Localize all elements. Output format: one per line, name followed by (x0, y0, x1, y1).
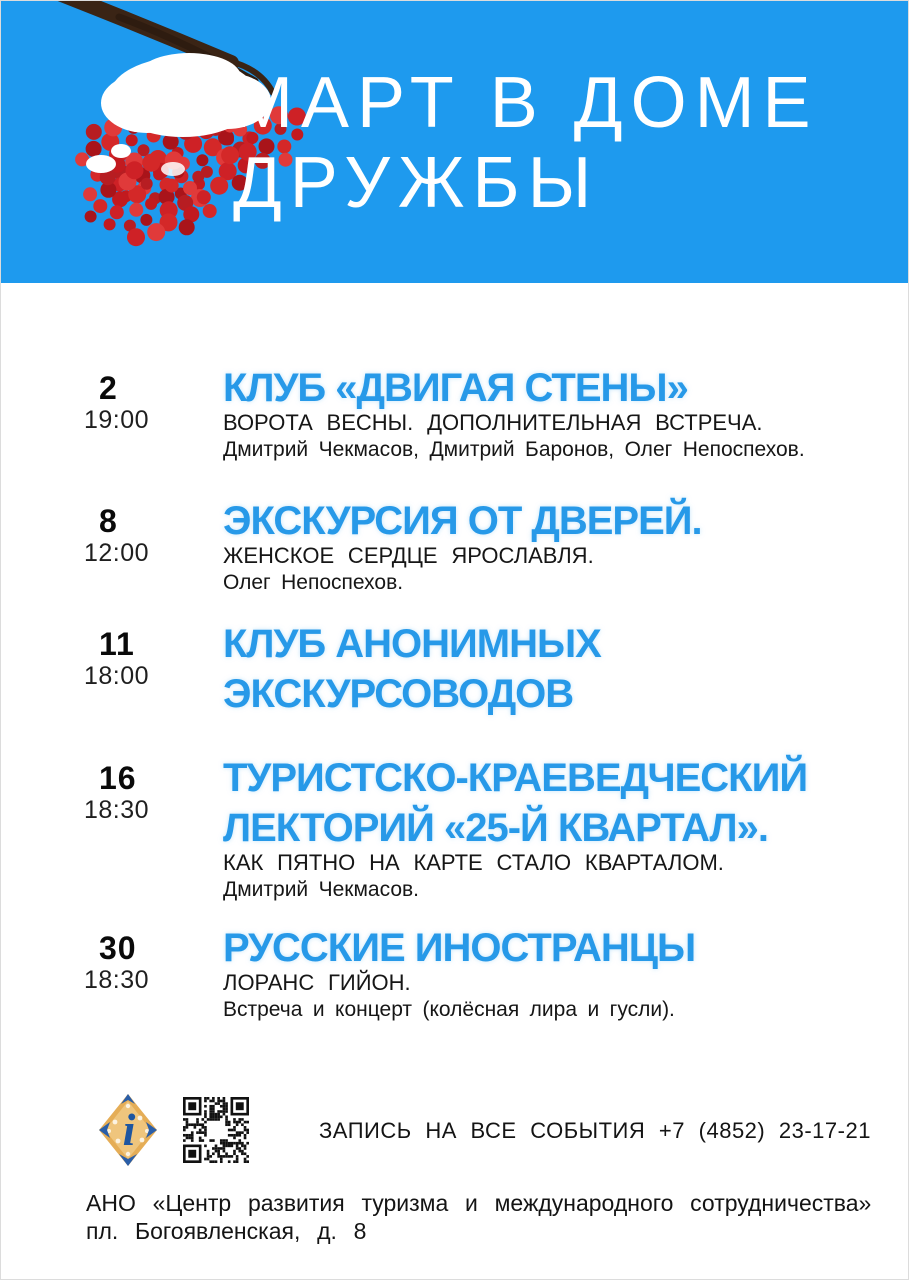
event-details (223, 619, 873, 715)
event-details (223, 363, 873, 463)
event-people: Дмитрий Чекмасов, Дмитрий Баронов, Олег Непоспехов. (223, 438, 805, 461)
poster-title (233, 63, 819, 223)
event-date: 11 (99, 626, 135, 662)
event-title: КЛУБ «ДВИГАЯ СТЕНЫ» (223, 366, 688, 410)
event-date: 2 (99, 370, 118, 406)
event-time: 18:30 (84, 966, 150, 994)
event-people: Дмитрий Чекмасов. (223, 878, 419, 901)
event-time: 18:00 (84, 662, 150, 690)
event-date: 30 (99, 930, 137, 966)
event-datetime (84, 619, 214, 690)
event-date: 16 (99, 760, 137, 796)
event-time: 18:30 (84, 796, 150, 824)
event-time: 12:00 (84, 539, 150, 567)
event-people: Встреча и концерт (колёсная лира и гусли). (223, 998, 675, 1021)
event-title: РУССКИЕ ИНОСТРАНЦЫ (223, 926, 696, 970)
event-datetime (84, 753, 214, 824)
event-title: КЛУБ АНОНИМНЫХ ЭКСКУРСОВОДОВ (223, 622, 601, 716)
event-datetime (84, 496, 214, 567)
event-title: ТУРИСТСКО-КРАЕВЕДЧЕСКИЙ ЛЕКТОРИЙ «25-Й КВАРТАЛ». (223, 756, 808, 850)
event-subtitle: ЖЕНСКОЕ СЕРДЦЕ ЯРОСЛАВЛЯ. (223, 543, 594, 568)
event-datetime (84, 923, 214, 994)
event-date: 8 (99, 503, 118, 539)
qr-code (183, 1097, 249, 1163)
logo-letter-i: i (122, 1104, 136, 1155)
event-details (223, 753, 873, 903)
event-subtitle: ВОРОТА ВЕСНЫ. ДОПОЛНИТЕЛЬНАЯ ВСТРЕЧА. (223, 410, 763, 435)
event-time: 19:00 (84, 406, 150, 434)
event-details (223, 923, 873, 1023)
header-banner (1, 1, 909, 283)
event-subtitle: КАК ПЯТНО НА КАРТЕ СТАЛО КВАРТАЛОМ. (223, 850, 724, 875)
event-datetime (84, 363, 214, 434)
event-people: Олег Непоспехов. (223, 571, 404, 594)
event-details (223, 496, 873, 596)
organization-name: АНО «Центр развития туризма и международного сотрудничества» (86, 1190, 872, 1216)
booking-phone-line: ЗАПИСЬ НА ВСЕ СОБЫТИЯ +7 (4852) 23-17-21 (319, 1118, 871, 1143)
tourist-info-logo (95, 1091, 161, 1169)
event-title: ЭКСКУРСИЯ ОТ ДВЕРЕЙ. (223, 499, 702, 543)
event-subtitle: ЛОРАНС ГИЙОН. (223, 970, 411, 995)
poster-title-line1: МАРТ В ДОМЕ (233, 63, 819, 143)
poster-title-line2: ДРУЖБЫ (233, 143, 600, 223)
organization-address: пл. Богоявленская, д. 8 (86, 1218, 367, 1244)
organization-info (86, 1189, 871, 1245)
